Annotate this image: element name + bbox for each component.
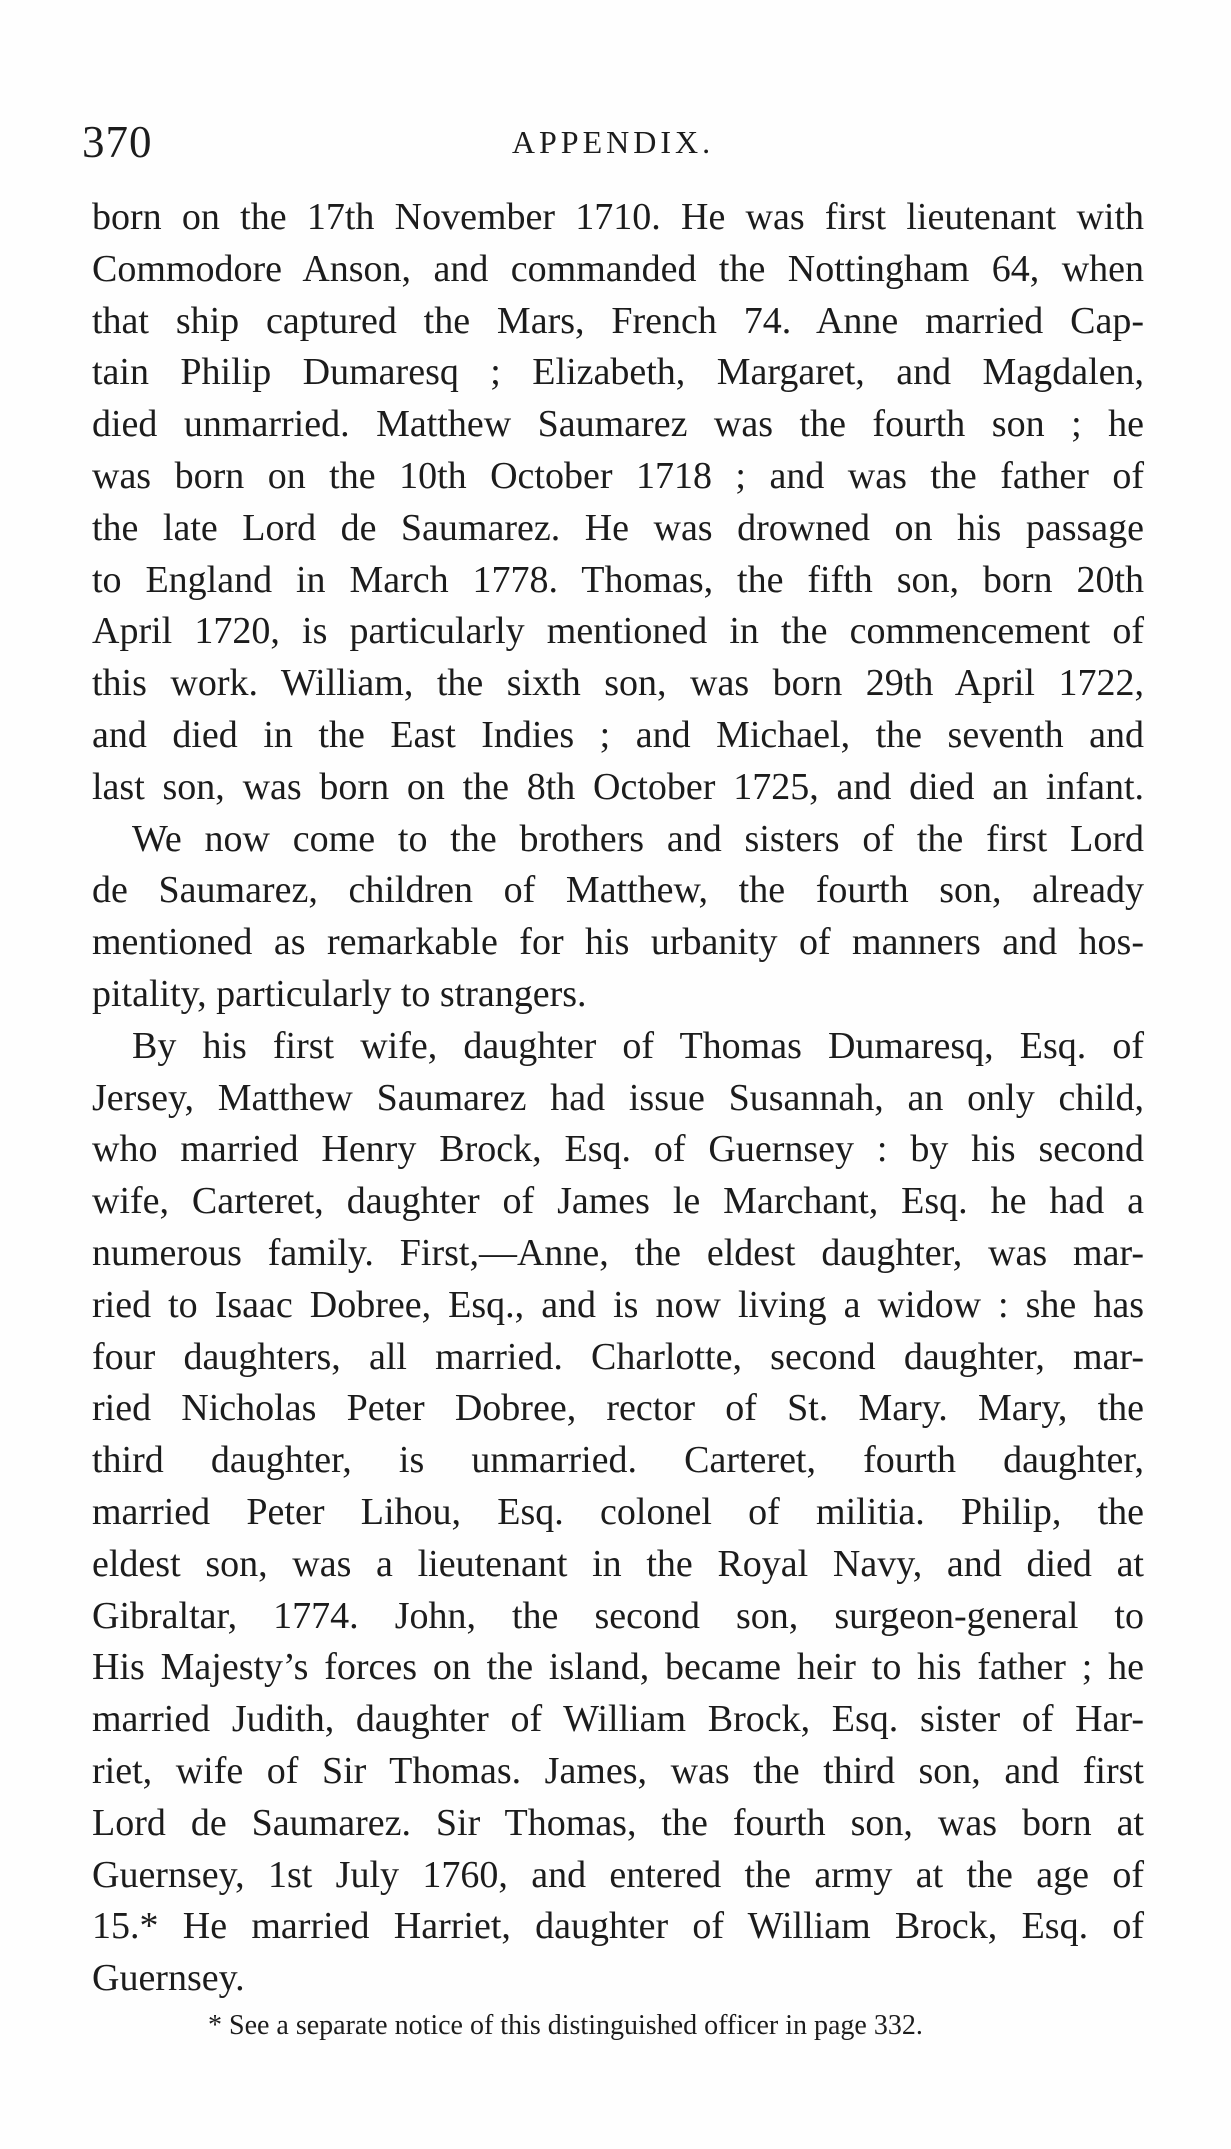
text-line: that ship captured the Mars, French 74. Anne married Cap- (92, 299, 1144, 342)
text-line: died unmarried. Matthew Saumarez was the fourth son ; he (92, 403, 1144, 446)
text-line: By his first wife, daughter of Thomas Dumaresq, Esq. of (132, 1024, 1144, 1067)
text-line: de Saumarez, children of Matthew, the fourth son, already (92, 869, 1144, 912)
paragraph (92, 192, 1144, 814)
text-line: eldest son, was a lieutenant in the Royal Navy, and died at (92, 1542, 1144, 1585)
text-line: married Peter Lihou, Esq. colonel of militia. Philip, the (92, 1490, 1144, 1533)
text-line: last son, was born on the 8th October 1725, and died an infant. (92, 765, 1144, 808)
text-line: We now come to the brothers and sisters of the first Lord (132, 817, 1144, 860)
text-line: ried Nicholas Peter Dobree, rector of St. Mary. Mary, the (92, 1387, 1144, 1430)
text-line: Commodore Anson, and commanded the Nottingham 64, when (92, 247, 1144, 290)
text-line: born on the 17th November 1710. He was first lieutenant with (92, 196, 1144, 238)
text-line: Gibraltar, 1774. John, the second son, surgeon-general to (92, 1594, 1144, 1637)
text-line: married Judith, daughter of William Brock, Esq. sister of Har- (92, 1698, 1144, 1741)
text-line: to England in March 1778. Thomas, the fifth son, born 20th (92, 558, 1144, 601)
running-head: APPENDIX. (511, 124, 715, 160)
page-number: 370 (82, 117, 153, 167)
page-header (82, 112, 1144, 172)
text-line: His Majesty’s forces on the island, became heir to his father ; he (92, 1646, 1144, 1689)
text-line: riet, wife of Sir Thomas. James, was the third son, and first (92, 1749, 1144, 1792)
text-line: pitality, particularly to strangers. (92, 972, 587, 1015)
text-line: ried to Isaac Dobree, Esq., and is now living a widow : she has (92, 1283, 1144, 1326)
body-text (92, 192, 1144, 2005)
text-line: numerous family. First,—Anne, the eldest daughter, was mar- (92, 1231, 1144, 1274)
text-line: wife, Carteret, daughter of James le Marchant, Esq. he had a (92, 1180, 1144, 1223)
paragraph (92, 1021, 1144, 2005)
text-line: third daughter, is unmarried. Carteret, fourth daughter, (92, 1439, 1144, 1482)
text-line: Jersey, Matthew Saumarez had issue Susannah, an only child, (92, 1076, 1144, 1119)
text-line: mentioned as remarkable for his urbanity of manners and hos- (92, 921, 1144, 964)
text-line: Guernsey. (92, 1957, 245, 2000)
text-line: who married Henry Brock, Esq. of Guernsey : by his second (92, 1128, 1144, 1171)
text-line: Lord de Saumarez. Sir Thomas, the fourth son, was born at (92, 1801, 1144, 1844)
text-line: was born on the 10th October 1718 ; and was the father of (92, 454, 1144, 497)
text-line: 15.* He married Harriet, daughter of William Brock, Esq. of (92, 1905, 1144, 1948)
text-line: this work. William, the sixth son, was born 29th April 1722, (92, 662, 1144, 705)
text-line: Guernsey, 1st July 1760, and entered the army at the age of (92, 1853, 1144, 1896)
paragraph (92, 814, 1144, 1021)
text-line: April 1720, is particularly mentioned in the commencement of (92, 610, 1144, 653)
text-line: and died in the East Indies ; and Michael, the seventh and (92, 713, 1144, 756)
footnote: * See a separate notice of this distinguished officer in page 332. (208, 2010, 923, 2041)
text-line: the late Lord de Saumarez. He was drowned on his passage (92, 506, 1144, 549)
text-line: four daughters, all married. Charlotte, second daughter, mar- (92, 1335, 1144, 1378)
text-line: tain Philip Dumaresq ; Elizabeth, Margaret, and Magdalen, (92, 351, 1144, 394)
